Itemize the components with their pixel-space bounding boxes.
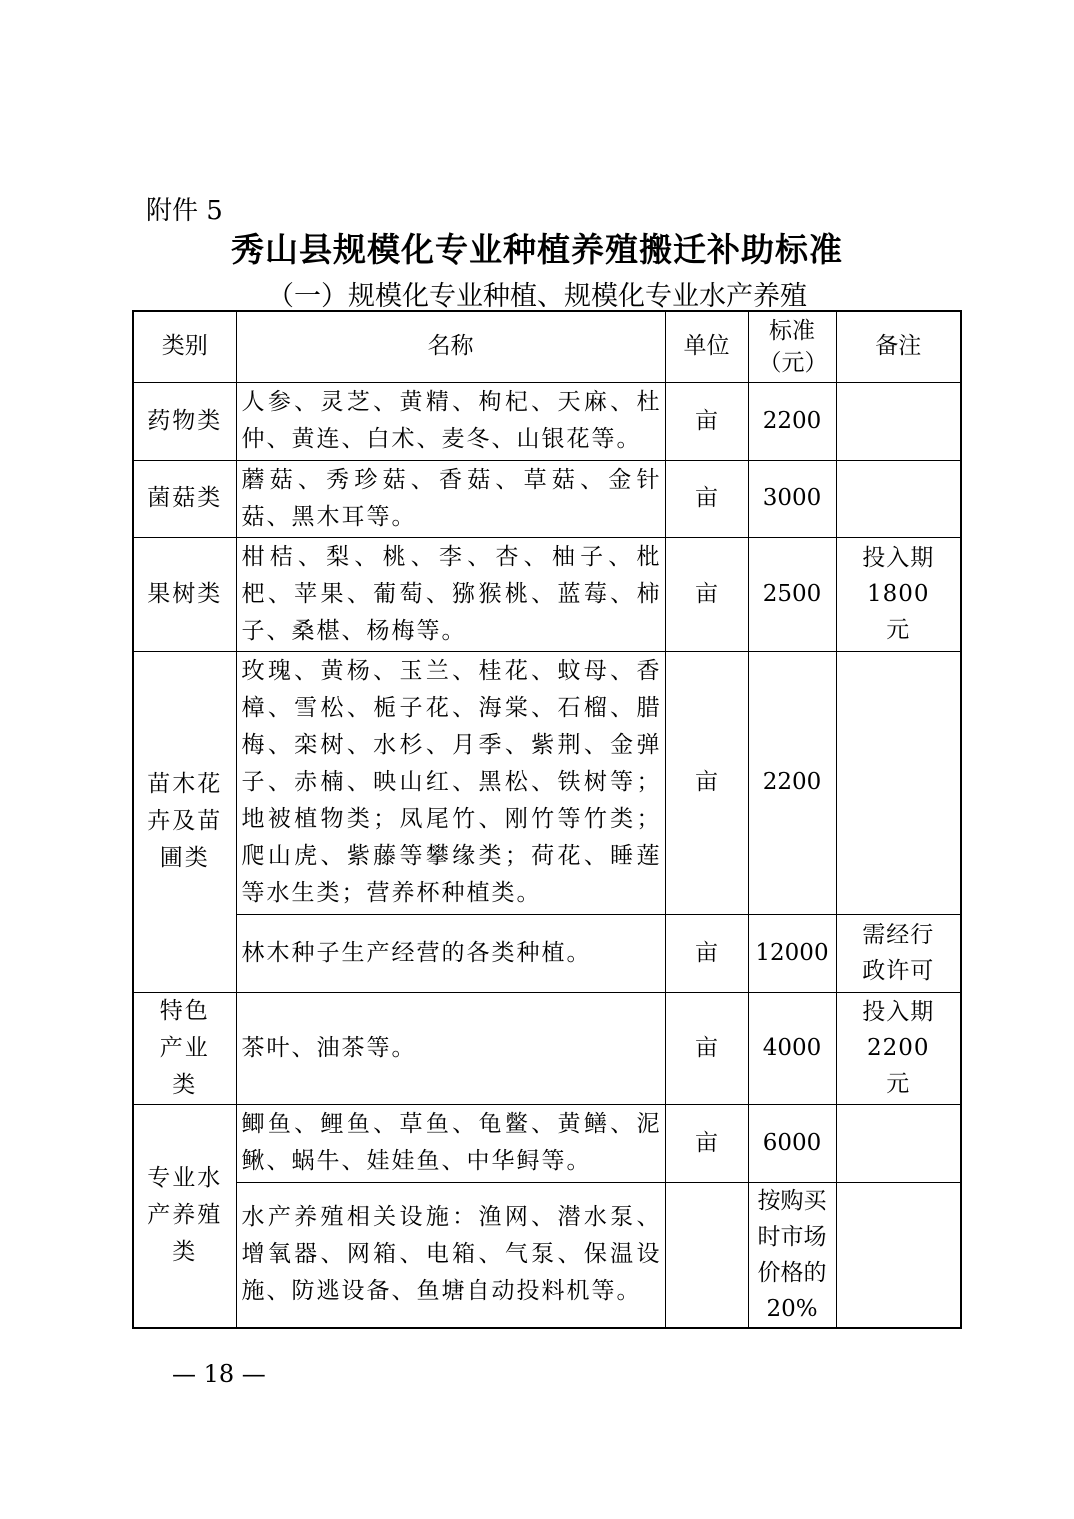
row-unit [665,1182,748,1328]
document-subtitle: （一）规模化专业种植、规模化专业水产养殖 [267,281,807,312]
header-unit: 单位 [665,311,748,382]
row-remark: 投入期1800 元 [836,537,961,651]
row-name: 茶叶、油茶等。 [236,992,665,1104]
row-unit: 亩 [665,914,748,992]
row-standard: 2200 [748,382,836,460]
row-remark: 投入期2200 元 [836,992,961,1104]
table-header-row [133,311,961,382]
table-row [133,537,961,651]
row-category: 果树类 [133,537,236,651]
document-title: 秀山县规模化专业种植养殖搬迁补助标准 [231,230,843,269]
table-row [133,651,961,914]
row-name: 玫瑰、黄杨、玉兰、桂花、蚊母、香樟、雪松、栀子花、海棠、石榴、腊梅、栾树、水杉、月季、紫荆、金弹子、赤楠、映山红、黑松、铁树等；地被植物类；凤尾竹、刚竹等竹类；爬山虎、紫藤等攀缘类；荷花、睡莲等水生类；营养杯种植类。 [236,651,665,914]
attachment-label: 附件 5 [146,196,223,226]
row-category: 菌菇类 [133,460,236,537]
table-row [133,914,961,992]
row-remark [836,460,961,537]
row-standard: 2500 [748,537,836,651]
row-name: 水产养殖相关设施：渔网、潜水泵、增氧器、网箱、电箱、气泵、保温设施、防逃设备、鱼塘自动投料机等。 [236,1182,665,1328]
table-row [133,992,961,1104]
header-standard: 标准（元） [748,311,836,382]
row-remark [836,651,961,914]
row-category: 特色产业类 [133,992,236,1104]
row-category: 专业水产养殖类 [133,1104,236,1328]
table-row [133,382,961,460]
row-unit: 亩 [665,460,748,537]
row-standard: 3000 [748,460,836,537]
page-number: — 18 — [172,1360,266,1388]
row-standard: 6000 [748,1104,836,1182]
row-standard: 2200 [748,651,836,914]
table-row [133,460,961,537]
row-unit: 亩 [665,992,748,1104]
row-standard: 4000 [748,992,836,1104]
row-unit: 亩 [665,537,748,651]
row-unit: 亩 [665,1104,748,1182]
row-name: 鲫鱼、鲤鱼、草鱼、龟鳖、黄鳝、泥鳅、蜗牛、娃娃鱼、中华鲟等。 [236,1104,665,1182]
row-unit: 亩 [665,382,748,460]
subsidy-standard-table [132,310,962,1329]
row-name: 人参、灵芝、黄精、枸杞、天麻、杜仲、黄连、白术、麦冬、山银花等。 [236,382,665,460]
table-row [133,1182,961,1328]
row-category: 药物类 [133,382,236,460]
table-row [133,1104,961,1182]
row-remark: 需经行政许可 [836,914,961,992]
header-category: 类别 [133,311,236,382]
row-standard: 按购买时市场价格的20% [748,1182,836,1328]
header-remark: 备注 [836,311,961,382]
row-name: 林木种子生产经营的各类种植。 [236,914,665,992]
row-name: 蘑菇、秀珍菇、香菇、草菇、金针菇、黑木耳等。 [236,460,665,537]
row-remark [836,1104,961,1182]
row-standard: 12000 [748,914,836,992]
row-unit: 亩 [665,651,748,914]
row-name: 柑桔、梨、桃、李、杏、柚子、枇杷、苹果、葡萄、猕猴桃、蓝莓、柿子、桑椹、杨梅等。 [236,537,665,651]
header-name: 名称 [236,311,665,382]
row-remark [836,1182,961,1328]
row-category: 苗木花卉及苗圃类 [133,651,236,992]
row-remark [836,382,961,460]
